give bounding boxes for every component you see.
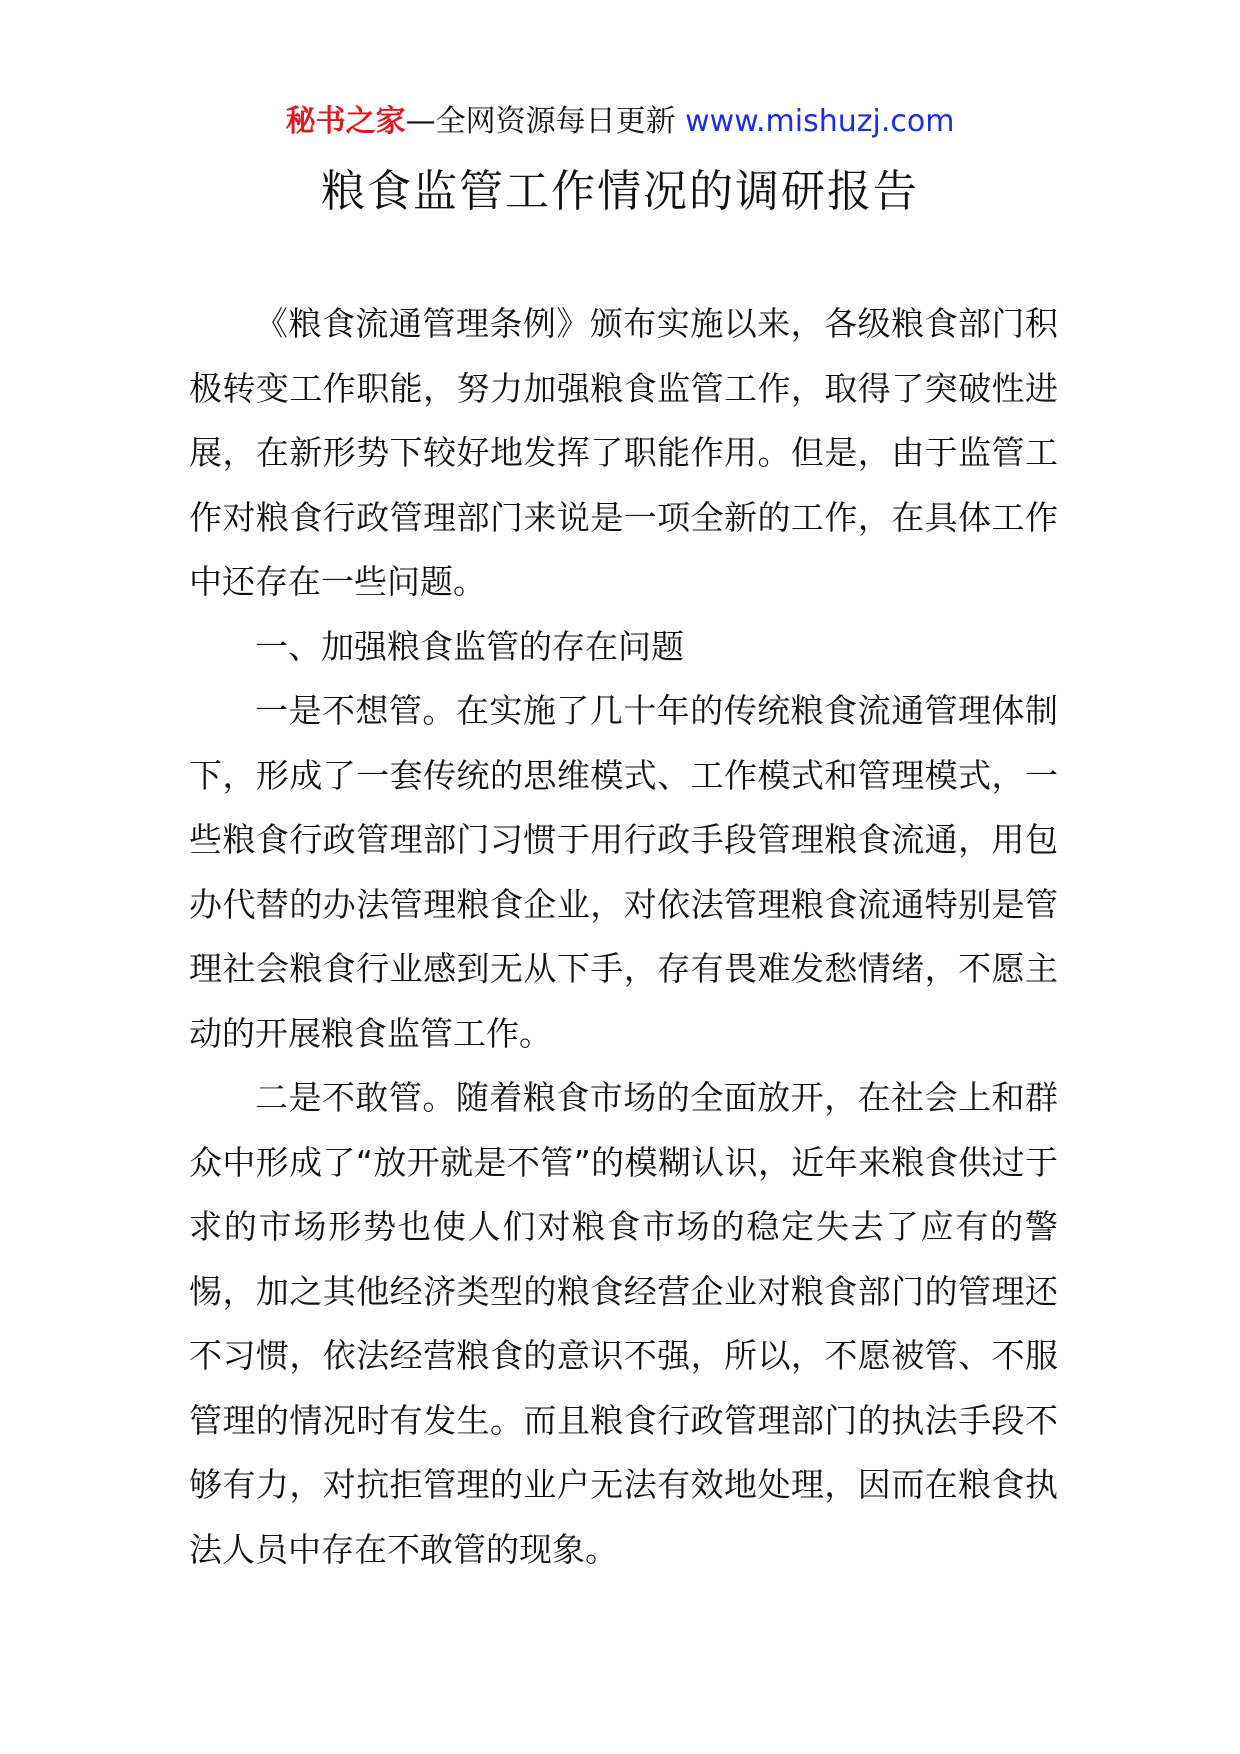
header-slogan: —全网资源每日更新 [405, 104, 676, 139]
section-heading: 一、加强粮食监管的存在问题 [255, 626, 684, 666]
document-body [189, 292, 1058, 1582]
brand-name: 秘书之家 [285, 104, 406, 139]
body-paragraph: 二是不敢管。随着粮食市场的全面放开，在社会上和群众中形成了“放开就是不管”的模糊认识，近年来粮食供过于求的市场形势也使人们对粮食市场的稳定失去了应有的警惕，加之其他经济类型的粮食经营企业对粮食部门的管理还不习惯，依法经营粮食的意识不强，所以，不愿被管、不服管理的情况时有发生。而且粮食行政管理部门的执法手段不够有力，对抗拒管理的业户无法有效地处理，因而在粮食执法人员中存在不敢管的现象。 [189, 1078, 1058, 1569]
body-paragraph: 一是不想管。在实施了几十年的传统粮食流通管理体制下，形成了一套传统的思维模式、工作模式和管理模式，一些粮食行政管理部门习惯于用行政手段管理粮食流通，用包办代替的办法管理粮食企业，对依法管理粮食流通特别是管理社会粮食行业感到无从下手，存有畏难发愁情绪，不愿主动的开展粮食监管工作。 [189, 691, 1058, 1053]
intro-paragraph: 《粮食流通管理条例》颁布实施以来，各级粮食部门积极转变工作职能，努力加强粮食监管工作，取得了突破性进展，在新形势下较好地发挥了职能作用。但是，由于监管工作对粮食行政管理部门来说是一项全新的工作，在具体工作中还存在一些问题。 [189, 304, 1058, 601]
site-header [0, 100, 1240, 144]
site-url-link[interactable]: www.mishuzj.com [685, 104, 955, 139]
document-title: 粮食监管工作情况的调研报告 [321, 166, 919, 217]
